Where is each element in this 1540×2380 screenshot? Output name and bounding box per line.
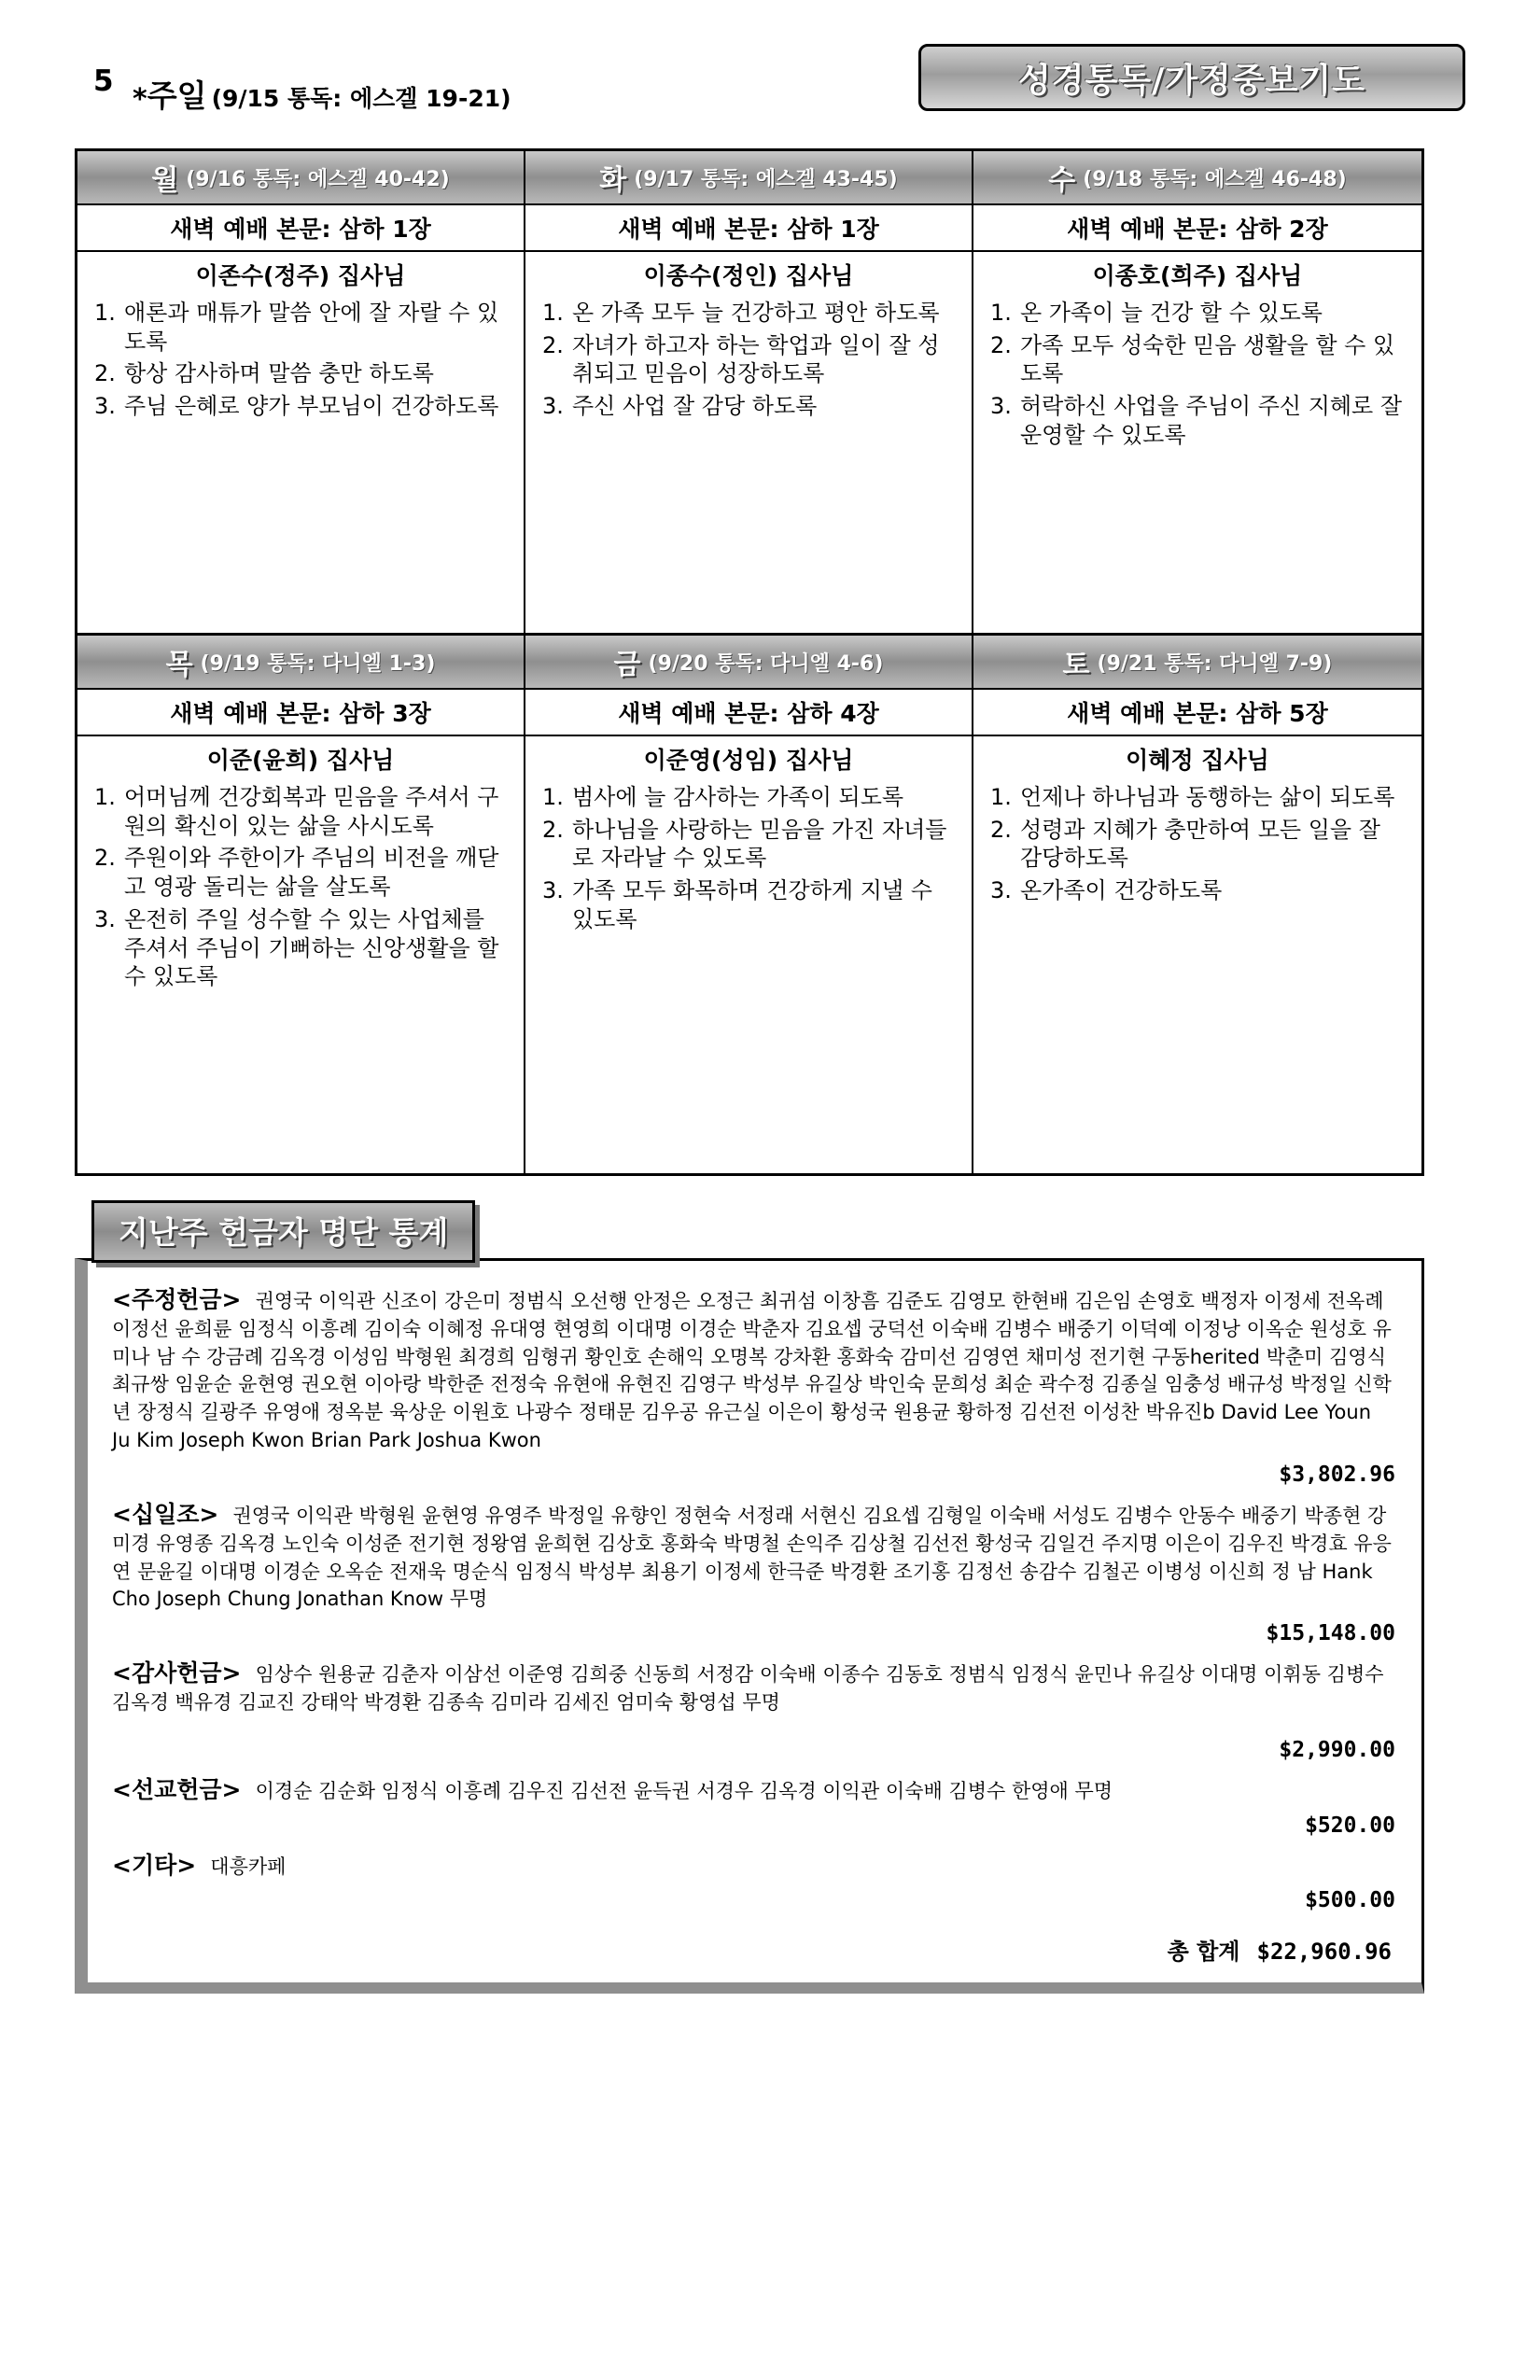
day-person-mon: 이존수(정주) 집사님 bbox=[195, 262, 406, 289]
offering-donor-names: 대흥카페 bbox=[210, 1855, 287, 1878]
prayer-text: 언제나 하나님과 동행하는 삶이 되도록 bbox=[1019, 784, 1395, 810]
day-reading-wed: (9/18 통독: 에스겔 46-48) bbox=[1083, 167, 1347, 191]
prayer-item bbox=[990, 392, 1407, 449]
day-cell-tue bbox=[525, 151, 973, 633]
prayer-text: 범사에 늘 감사하는 가족이 되도록 bbox=[571, 784, 904, 810]
section-banner bbox=[918, 44, 1465, 111]
prayer-text: 주원이와 주한이가 주님의 비전을 깨닫고 영광 돌리는 삶을 살도록 bbox=[124, 845, 499, 901]
offering-block-other bbox=[112, 1847, 1395, 1913]
week-prayer-grid bbox=[75, 148, 1424, 1176]
day-subject-wed: 새벽 예배 본문: 삼하 2장 bbox=[973, 205, 1421, 252]
day-reading-sat: (9/21 통독: 다니엘 7-9) bbox=[1097, 651, 1333, 676]
day-name-tue: 화 bbox=[599, 164, 627, 197]
prayer-item bbox=[990, 299, 1407, 328]
day-subject-thu: 새벽 예배 본문: 삼하 3장 bbox=[77, 690, 524, 736]
day-name-mon: 월 bbox=[151, 164, 179, 197]
prayer-item bbox=[542, 783, 957, 812]
prayer-number: 3. bbox=[989, 877, 1012, 904]
offering-amount: $3,802.96 bbox=[1279, 1462, 1395, 1487]
prayer-number: 2. bbox=[989, 816, 1012, 843]
page-header bbox=[75, 51, 1465, 135]
sunday-heading bbox=[133, 72, 511, 116]
day-name-fri: 금 bbox=[613, 649, 641, 681]
prayer-item bbox=[990, 876, 1407, 905]
prayer-item bbox=[94, 392, 509, 421]
spacer bbox=[112, 1717, 1395, 1730]
prayer-number: 3. bbox=[989, 393, 1012, 420]
prayer-item bbox=[542, 331, 957, 388]
day-person-fri: 이준영(성임) 집사님 bbox=[643, 747, 854, 774]
prayer-text: 항상 감사하며 말씀 충만 하도록 bbox=[124, 360, 434, 387]
prayer-number: 3. bbox=[541, 877, 564, 904]
star-icon: * bbox=[133, 83, 147, 116]
prayer-number: 2. bbox=[989, 331, 1012, 358]
prayer-number: 1. bbox=[989, 784, 1012, 810]
offering-amount: $15,148.00 bbox=[1266, 1621, 1395, 1646]
offering-section-title: 지난주 헌금자 명단 통계 bbox=[91, 1200, 475, 1263]
prayer-text: 가족 모두 화목하며 건강하게 지낼 수 있도록 bbox=[571, 877, 932, 932]
day-subject-sat: 새벽 예배 본문: 삼하 5장 bbox=[973, 690, 1421, 736]
prayer-number: 1. bbox=[94, 784, 116, 810]
offering-block-weekly bbox=[112, 1281, 1395, 1487]
day-name-sat: 토 bbox=[1062, 649, 1090, 681]
prayer-text: 자녀가 하고자 하는 학업과 일이 잘 성취되고 믿음이 성장하도록 bbox=[571, 331, 940, 387]
prayer-text: 주님 은혜로 양가 부모님이 건강하도록 bbox=[124, 393, 499, 420]
day-cell-mon bbox=[77, 151, 525, 633]
prayer-number: 2. bbox=[541, 816, 564, 843]
day-header-mon bbox=[77, 151, 524, 205]
day-header-fri bbox=[525, 636, 972, 690]
offering-amount: $2,990.00 bbox=[1279, 1737, 1395, 1762]
prayer-text: 온전히 주일 성수할 수 있는 사업체를 주셔서 주님이 기뻐하는 신앙생활을 할 수 있도록 bbox=[124, 905, 499, 990]
day-subject-mon: 새벽 예배 본문: 삼하 1장 bbox=[77, 205, 524, 252]
day-cell-thu bbox=[77, 636, 525, 1173]
day-person-tue: 이종수(정인) 집사님 bbox=[643, 262, 854, 289]
prayer-item bbox=[94, 359, 509, 388]
offering-category-label: <선교헌금> bbox=[112, 1775, 242, 1803]
prayer-number: 1. bbox=[541, 300, 564, 326]
day-reading-thu: (9/19 통독: 다니엘 1-3) bbox=[200, 651, 436, 676]
day-prayers-thu bbox=[77, 781, 524, 1173]
offering-block-mission bbox=[112, 1771, 1395, 1838]
day-subject-tue: 새벽 예배 본문: 삼하 1장 bbox=[525, 205, 972, 252]
day-header-wed bbox=[973, 151, 1421, 205]
offering-donor-names: 권영국 이익관 신조이 강은미 정범식 오선행 안정은 오정근 최귀섬 이창흠 김준도 김영모 한현배 김은임 손영호 백정자 이정세 전옥례 이정선 윤희륜 임정식 이흥례 김이숙 이혜정 유대영 현영희 이대명 이경순 박춘자 김요셉 궁덕선 이숙배 김병수 배중기 이덕예 이정낭 이옥순 원성호 유미나 남 수 강금례 김옥경 이성임 박형원 최경희 임형귀 황인호 손해익 오명복 강차환 홍화숙 감미선 김영연 채미성 전기현 구동herited 박춘미 김영식 최규쌍 임윤순 윤현영 권오현 이아랑 박한준 전정숙 유현애 유현진 김영구 박성부 유길상 박인숙 문희성 최순 곽수정 김종실 임충성 배규성 박정일 신학년 장정식 길광주 유영애 정옥분 육상운 이원호 나광수 정태문 김우공 유근실 이은이 황성국 원용균 황하정 김선전 이성찬 박유진b David Lee Youn Ju Kim Joseph Kwon Brian Park Joshua Kwon bbox=[112, 1290, 1392, 1452]
prayer-number: 2. bbox=[94, 845, 116, 872]
offering-donor-names: 권영국 이익관 박형원 윤현영 유영주 박정일 유향인 정현숙 서정래 서현신 김요셉 김형일 이숙배 서성도 김병수 안동수 배중기 박종현 강미경 유영종 김옥경 노인숙 이성준 전기현 정왕염 윤희현 김상호 홍화숙 박명철 손익주 김상철 김선전 황성국 김일건 주지명 이은이 김우진 박경효 유응연 문윤길 이대명 이경순 오옥순 전재욱 명순식 임정식 박성부 최용기 이정세 한극준 박경환 조기홍 김정선 송감수 김철곤 이병성 이신희 정 남 Hank Cho Joseph Chung Jonathan Know 무명 bbox=[112, 1504, 1392, 1611]
prayer-text: 가족 모두 성숙한 믿음 생활을 할 수 있도록 bbox=[1019, 331, 1395, 387]
week-row-second bbox=[77, 633, 1421, 1173]
day-name-wed: 수 bbox=[1048, 164, 1076, 197]
day-header-thu bbox=[77, 636, 524, 690]
prayer-text: 성령과 지혜가 충만하여 모든 일을 잘 감당하도록 bbox=[1019, 816, 1380, 872]
prayer-item bbox=[542, 876, 957, 933]
offering-block-thanks bbox=[112, 1655, 1395, 1762]
offering-total-amount: $22,960.96 bbox=[1256, 1939, 1392, 1966]
prayer-text: 온 가족 모두 늘 건강하고 평안 하도록 bbox=[571, 300, 940, 326]
prayer-item bbox=[542, 392, 957, 421]
day-cell-wed bbox=[973, 151, 1421, 633]
prayer-text: 허락하신 사업을 주님이 주신 지혜로 잘 운영할 수 있도록 bbox=[1019, 393, 1403, 448]
day-prayers-tue bbox=[525, 297, 972, 633]
prayer-number: 3. bbox=[541, 393, 564, 420]
offering-category-label: <기타> bbox=[112, 1851, 197, 1879]
prayer-number: 3. bbox=[94, 905, 116, 932]
day-subject-fri: 새벽 예배 본문: 삼하 4장 bbox=[525, 690, 972, 736]
prayer-number: 1. bbox=[989, 300, 1012, 326]
sunday-label: 주일 bbox=[147, 77, 207, 114]
offering-list-box bbox=[75, 1258, 1424, 1994]
day-prayers-wed bbox=[973, 297, 1421, 633]
day-person-thu: 이준(윤희) 집사님 bbox=[206, 747, 395, 774]
offering-amount: $500.00 bbox=[1305, 1888, 1395, 1913]
offering-category-label: <감사헌금> bbox=[112, 1659, 242, 1687]
day-reading-mon: (9/16 통독: 에스겔 40-42) bbox=[186, 167, 450, 191]
day-header-sat bbox=[973, 636, 1421, 690]
prayer-number: 3. bbox=[94, 393, 116, 420]
prayer-text: 온 가족이 늘 건강 할 수 있도록 bbox=[1019, 300, 1323, 326]
prayer-text: 주신 사업 잘 감당 하도록 bbox=[571, 393, 818, 420]
prayer-text: 애론과 매튜가 말씀 안에 잘 자랄 수 있도록 bbox=[124, 300, 499, 355]
prayer-number: 1. bbox=[541, 784, 564, 810]
prayer-text: 하나님을 사랑하는 믿음을 가진 자녀들로 자라날 수 있도록 bbox=[571, 816, 947, 872]
prayer-item bbox=[94, 299, 509, 356]
prayer-item bbox=[990, 783, 1407, 812]
day-name-thu: 목 bbox=[165, 649, 193, 681]
offering-category-label: <주정헌금> bbox=[112, 1286, 242, 1313]
day-reading-fri: (9/20 통독: 다니엘 4-6) bbox=[648, 651, 884, 676]
day-reading-tue: (9/17 통독: 에스겔 43-45) bbox=[634, 167, 898, 191]
day-prayers-mon bbox=[77, 297, 524, 633]
offering-title-wrap bbox=[75, 1200, 1465, 1258]
offering-total-row bbox=[112, 1933, 1395, 1966]
prayer-number: 2. bbox=[541, 331, 564, 358]
section-banner-text: 성경통독/가정중보기도 bbox=[1018, 61, 1365, 100]
prayer-item bbox=[94, 783, 509, 840]
day-header-tue bbox=[525, 151, 972, 205]
offering-donor-names: 이경순 김순화 임정식 이흥례 김우진 김선전 윤득권 서경우 김옥경 이익관 이숙배 김병수 한영애 무명 bbox=[255, 1779, 1113, 1802]
prayer-item bbox=[542, 816, 957, 873]
prayer-item bbox=[542, 299, 957, 328]
sunday-reading: (9/15 통독: 에스겔 19-21) bbox=[211, 85, 511, 112]
prayer-item bbox=[94, 844, 509, 901]
prayer-text: 온가족이 건강하도록 bbox=[1019, 877, 1223, 904]
offering-category-label: <십일조> bbox=[112, 1500, 219, 1528]
prayer-number: 2. bbox=[94, 360, 116, 387]
day-cell-fri bbox=[525, 636, 973, 1173]
offering-amount: $520.00 bbox=[1305, 1813, 1395, 1838]
day-prayers-fri bbox=[525, 781, 972, 1173]
week-row-first bbox=[77, 151, 1421, 633]
day-person-wed: 이종호(희주) 집사님 bbox=[1092, 262, 1303, 289]
page-number: 5 bbox=[93, 64, 114, 98]
prayer-item bbox=[990, 331, 1407, 388]
day-cell-sat bbox=[973, 636, 1421, 1173]
offering-total-label: 총 합계 bbox=[1167, 1939, 1240, 1966]
prayer-item bbox=[990, 816, 1407, 873]
day-prayers-sat bbox=[973, 781, 1421, 1173]
prayer-number: 1. bbox=[94, 300, 116, 326]
offering-block-tithe bbox=[112, 1496, 1395, 1645]
offering-donor-names: 임상수 원용균 김춘자 이삼선 이준영 김희중 신동희 서정감 이숙배 이종수 김동호 정범식 임정식 윤민나 유길상 이대명 이휘동 김병수 김옥경 백유경 김교진 강태악 박경환 김종속 김미라 김세진 엄미숙 황영섭 무명 bbox=[112, 1663, 1384, 1714]
prayer-text: 어머님께 건강회복과 믿음을 주셔서 구원의 확신이 있는 삶을 사시도록 bbox=[124, 784, 499, 839]
prayer-item bbox=[94, 905, 509, 991]
day-person-sat: 이혜정 집사님 bbox=[1126, 747, 1269, 774]
